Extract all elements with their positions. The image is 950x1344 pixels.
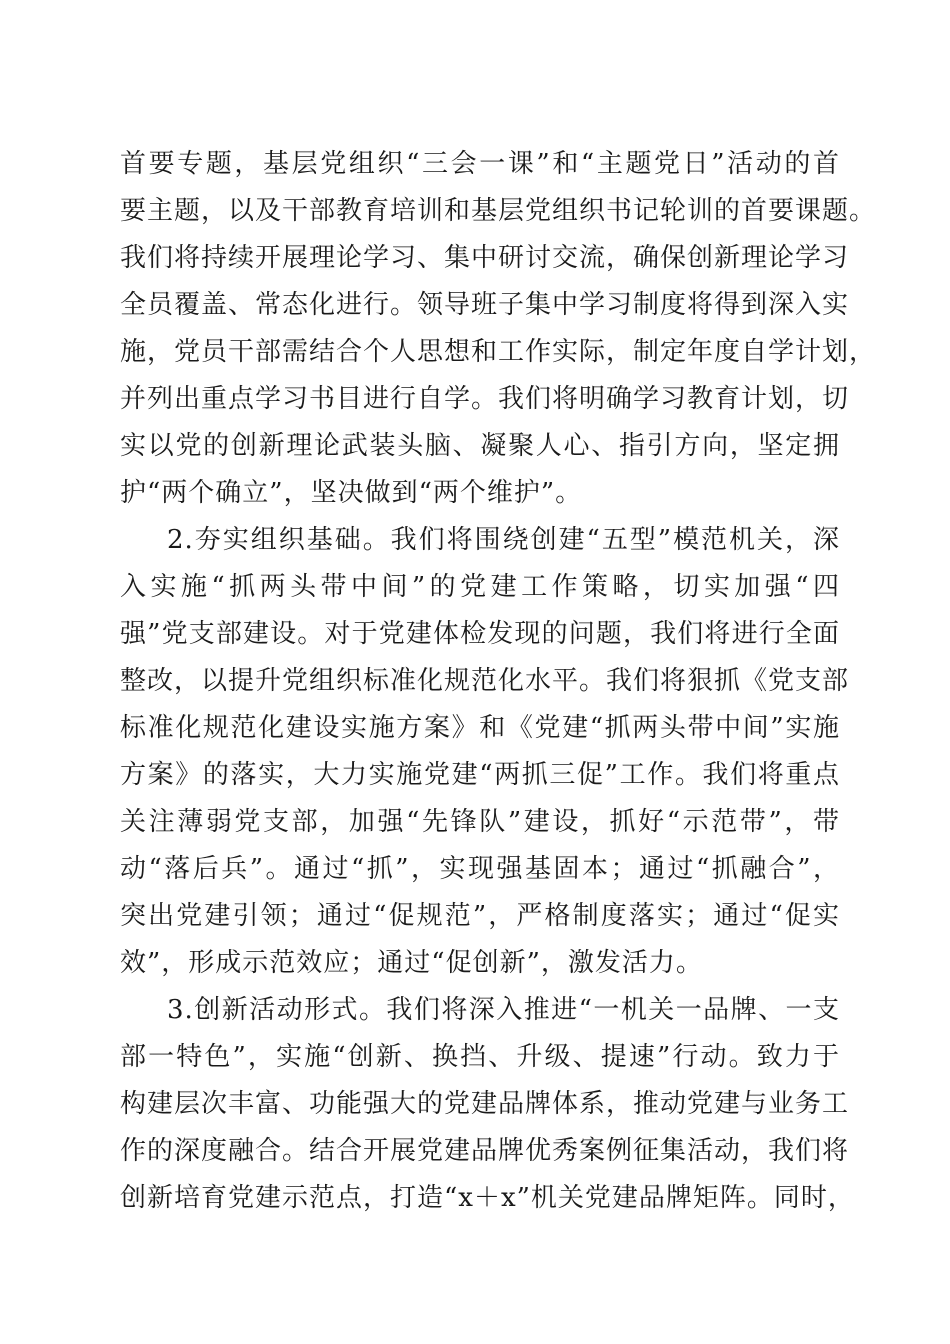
text-line: 要主题，以及干部教育培训和基层党组织书记轮训的首要课题。 [120, 196, 877, 226]
text-line: 实以党的创新理论武装头脑、凝聚人心、指引方向，坚定拥 [120, 431, 840, 461]
text-line: 2.夯实组织基础。我们将围绕创建“五型”模范机关，深 [167, 525, 840, 555]
paragraph-1 [120, 141, 877, 517]
text-line: 构建层次丰富、功能强大的党建品牌体系，推动党建与业务工 [120, 1089, 850, 1119]
paragraph-2 [120, 517, 850, 987]
paragraph-3 [120, 987, 855, 1222]
text-line: 全员覆盖、常态化进行。领导班子集中学习制度将得到深入实 [120, 290, 850, 320]
text-line: 关注薄弱党支部，加强“先锋队”建设，抓好“示范带”，带 [120, 807, 840, 837]
text-line: 标准化规范化建设实施方案》和《党建“抓两头带中间”实施 [120, 713, 840, 743]
text-line: 首要专题，基层党组织“三会一课”和“主题党日”活动的首 [120, 149, 840, 179]
text-line: 整改，以提升党组织标准化规范化水平。我们将狠抓《党支部 [120, 666, 850, 696]
text-line: 突出党建引领；通过“促规范”，严格制度落实；通过“促实 [120, 901, 840, 931]
text-line: 我们将持续开展理论学习、集中研讨交流，确保创新理论学习 [120, 243, 850, 273]
document-body [120, 141, 877, 1222]
text-line: 施，党员干部需结合个人思想和工作实际，制定年度自学计划， [120, 337, 877, 367]
text-line: 3.创新活动形式。我们将深入推进“一机关一品牌、一支 [167, 995, 840, 1025]
text-line: 效”，形成示范效应；通过“促创新”，激发活力。 [120, 948, 703, 978]
text-line: 创新培育党建示范点，打造“x＋x”机关党建品牌矩阵。同时， [120, 1183, 855, 1213]
text-line: 部一特色”，实施“创新、换挡、升级、提速”行动。致力于 [120, 1042, 840, 1072]
text-line: 动“落后兵”。通过“抓”，实现强基固本；通过“抓融合”， [120, 854, 840, 884]
text-line: 并列出重点学习书目进行自学。我们将明确学习教育计划，切 [120, 384, 850, 414]
text-line: 强”党支部建设。对于党建体检发现的问题，我们将进行全面 [120, 619, 840, 649]
text-line: 入实施“抓两头带中间”的党建工作策略，切实加强“四 [120, 572, 840, 602]
text-line: 作的深度融合。结合开展党建品牌优秀案例征集活动，我们将 [120, 1136, 850, 1166]
text-line: 方案》的落实，大力实施党建“两抓三促”工作。我们将重点 [120, 760, 840, 790]
text-line: 护“两个确立”，坚决做到“两个维护”。 [120, 478, 583, 508]
